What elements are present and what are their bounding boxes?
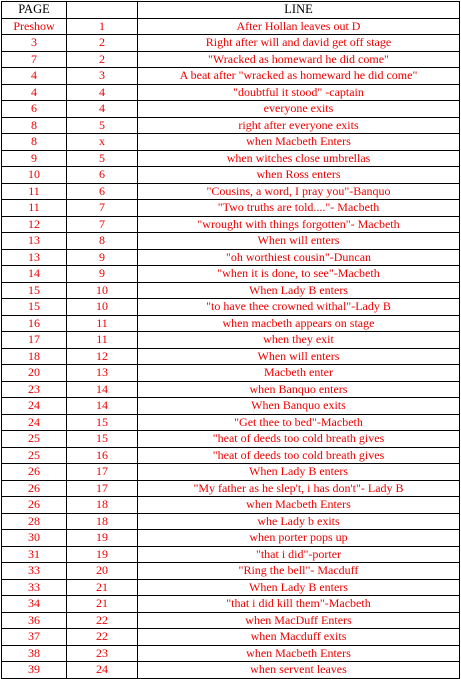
page-cell: 36 [2,612,67,629]
page-cell: 26 [2,497,67,514]
table-row [2,233,460,250]
number-cell: 14 [67,381,138,398]
table-row [2,431,460,448]
line-cell: "that i did"-porter [138,546,460,563]
number-cell: 6 [67,183,138,200]
header-row [2,2,460,19]
table-row [2,35,460,52]
page-cell: 28 [2,513,67,530]
line-cell: when Macduff exits [138,629,460,646]
line-cell: Macbeth enter [138,365,460,382]
cue-sheet [1,1,459,679]
table-row [2,183,460,200]
number-cell: x [67,134,138,151]
page-cell: 11 [2,200,67,217]
number-cell: 7 [67,200,138,217]
number-cell: 2 [67,35,138,52]
page-cell: 4 [2,84,67,101]
table-row [2,348,460,365]
line-cell: when Macbeth Enters [138,645,460,662]
table-row [2,51,460,68]
page-cell: 14 [2,266,67,283]
table-row [2,447,460,464]
page-cell: 4 [2,68,67,85]
number-cell: 12 [67,348,138,365]
number-cell: 7 [67,216,138,233]
page-cell: 18 [2,348,67,365]
table-row [2,464,460,481]
line-cell: When Lady B enters [138,579,460,596]
line-cell: when Macbeth Enters [138,497,460,514]
line-cell: when Ross enters [138,167,460,184]
line-cell: right after everyone exits [138,117,460,134]
page-column-header: PAGE [2,2,67,19]
page-cell: 24 [2,414,67,431]
number-cell: 11 [67,315,138,332]
table-row [2,645,460,662]
line-cell: After Hollan leaves out D [138,18,460,35]
line-cell: when servent leaves [138,662,460,679]
line-cell: "Get thee to bed"-Macbeth [138,414,460,431]
table-row [2,299,460,316]
line-cell: "heat of deeds too cold breath gives [138,447,460,464]
table-row [2,282,460,299]
line-cell: whe Lady b exits [138,513,460,530]
page-cell: 16 [2,315,67,332]
table-row [2,629,460,646]
number-cell: 16 [67,447,138,464]
line-cell: when Banquo enters [138,381,460,398]
number-cell: 23 [67,645,138,662]
number-cell: 17 [67,464,138,481]
table-row [2,497,460,514]
table-row [2,117,460,134]
line-cell: when they exit [138,332,460,349]
page-cell: 33 [2,579,67,596]
line-cell: When Lady B enters [138,282,460,299]
number-cell: 9 [67,249,138,266]
page-cell: 15 [2,299,67,316]
line-cell: "My father as he slep't, i has don't"- Lady B [138,480,460,497]
number-cell: 21 [67,579,138,596]
page-cell: 12 [2,216,67,233]
table-row [2,563,460,580]
number-cell: 15 [67,431,138,448]
line-cell: "doubtful it stood" -captain [138,84,460,101]
line-cell: when porter pops up [138,530,460,547]
number-cell: 4 [67,101,138,118]
line-cell: "to have thee crowned withal"-Lady B [138,299,460,316]
line-cell: "oh worthiest cousin"-Duncan [138,249,460,266]
page-cell: 26 [2,464,67,481]
table-row [2,68,460,85]
table-row [2,612,460,629]
table-body [2,18,460,678]
page-cell: 25 [2,447,67,464]
page-cell: 20 [2,365,67,382]
table-row [2,18,460,35]
page-cell: 26 [2,480,67,497]
table-row [2,216,460,233]
number-cell: 19 [67,530,138,547]
table-row [2,398,460,415]
table-row [2,84,460,101]
number-cell: 11 [67,332,138,349]
line-cell: "wrought with things forgotten"- Macbeth [138,216,460,233]
number-column-header [67,2,138,19]
table-row [2,101,460,118]
table-row [2,579,460,596]
line-cell: when macbeth appears on stage [138,315,460,332]
page-cell: 15 [2,282,67,299]
number-cell: 2 [67,51,138,68]
line-cell: "heat of deeds too cold breath gives [138,431,460,448]
line-cell: When Lady B enters [138,464,460,481]
cue-table [1,1,460,679]
page-cell: 34 [2,596,67,613]
page-cell: 11 [2,183,67,200]
page-cell: 3 [2,35,67,52]
number-cell: 22 [67,629,138,646]
table-row [2,480,460,497]
table-row [2,530,460,547]
page-cell: 23 [2,381,67,398]
table-row [2,546,460,563]
line-cell: when witches close umbrellas [138,150,460,167]
number-cell: 15 [67,414,138,431]
number-cell: 24 [67,662,138,679]
number-cell: 10 [67,282,138,299]
number-cell: 6 [67,167,138,184]
page-cell: 10 [2,167,67,184]
line-cell: A beat after "wracked as homeward he did come" [138,68,460,85]
line-cell: "Two truths are told...."- Macbeth [138,200,460,217]
number-cell: 3 [67,68,138,85]
page-cell: 6 [2,101,67,118]
table-row [2,266,460,283]
page-cell: 8 [2,134,67,151]
page-cell: 33 [2,563,67,580]
table-row [2,414,460,431]
page-cell: 31 [2,546,67,563]
table-row [2,167,460,184]
line-cell: Right after will and david get off stage [138,35,460,52]
number-cell: 1 [67,18,138,35]
table-row [2,332,460,349]
line-cell: everyone exits [138,101,460,118]
page-cell: 38 [2,645,67,662]
number-cell: 10 [67,299,138,316]
page-cell: 8 [2,117,67,134]
line-cell: When will enters [138,233,460,250]
page-cell: 13 [2,249,67,266]
number-cell: 19 [67,546,138,563]
table-row [2,150,460,167]
table-row [2,249,460,266]
number-cell: 17 [67,480,138,497]
page-cell: 9 [2,150,67,167]
number-cell: 4 [67,84,138,101]
line-cell: when MacDuff Enters [138,612,460,629]
table-row [2,596,460,613]
number-cell: 13 [67,365,138,382]
line-cell: "that i did kill them"-Macbeth [138,596,460,613]
number-cell: 9 [67,266,138,283]
page-cell: 13 [2,233,67,250]
table-row [2,662,460,679]
page-cell: Preshow [2,18,67,35]
table-row [2,381,460,398]
table-row [2,365,460,382]
line-cell: when Macbeth Enters [138,134,460,151]
number-cell: 5 [67,117,138,134]
page-cell: 17 [2,332,67,349]
line-cell: "Wracked as homeward he did come" [138,51,460,68]
number-cell: 14 [67,398,138,415]
page-cell: 30 [2,530,67,547]
line-cell: When Banquo exits [138,398,460,415]
number-cell: 8 [67,233,138,250]
number-cell: 18 [67,513,138,530]
page-cell: 37 [2,629,67,646]
number-cell: 20 [67,563,138,580]
page-cell: 39 [2,662,67,679]
page-cell: 24 [2,398,67,415]
line-cell: When will enters [138,348,460,365]
page-cell: 7 [2,51,67,68]
table-row [2,513,460,530]
line-cell: "when it is done, to see"-Macbeth [138,266,460,283]
number-cell: 21 [67,596,138,613]
line-cell: "Ring the bell"- Macduff [138,563,460,580]
table-row [2,200,460,217]
number-cell: 5 [67,150,138,167]
page-cell: 25 [2,431,67,448]
number-cell: 22 [67,612,138,629]
table-row [2,134,460,151]
line-column-header: LINE [138,2,460,19]
line-cell: "Cousins, a word, I pray you"-Banquo [138,183,460,200]
number-cell: 18 [67,497,138,514]
table-row [2,315,460,332]
